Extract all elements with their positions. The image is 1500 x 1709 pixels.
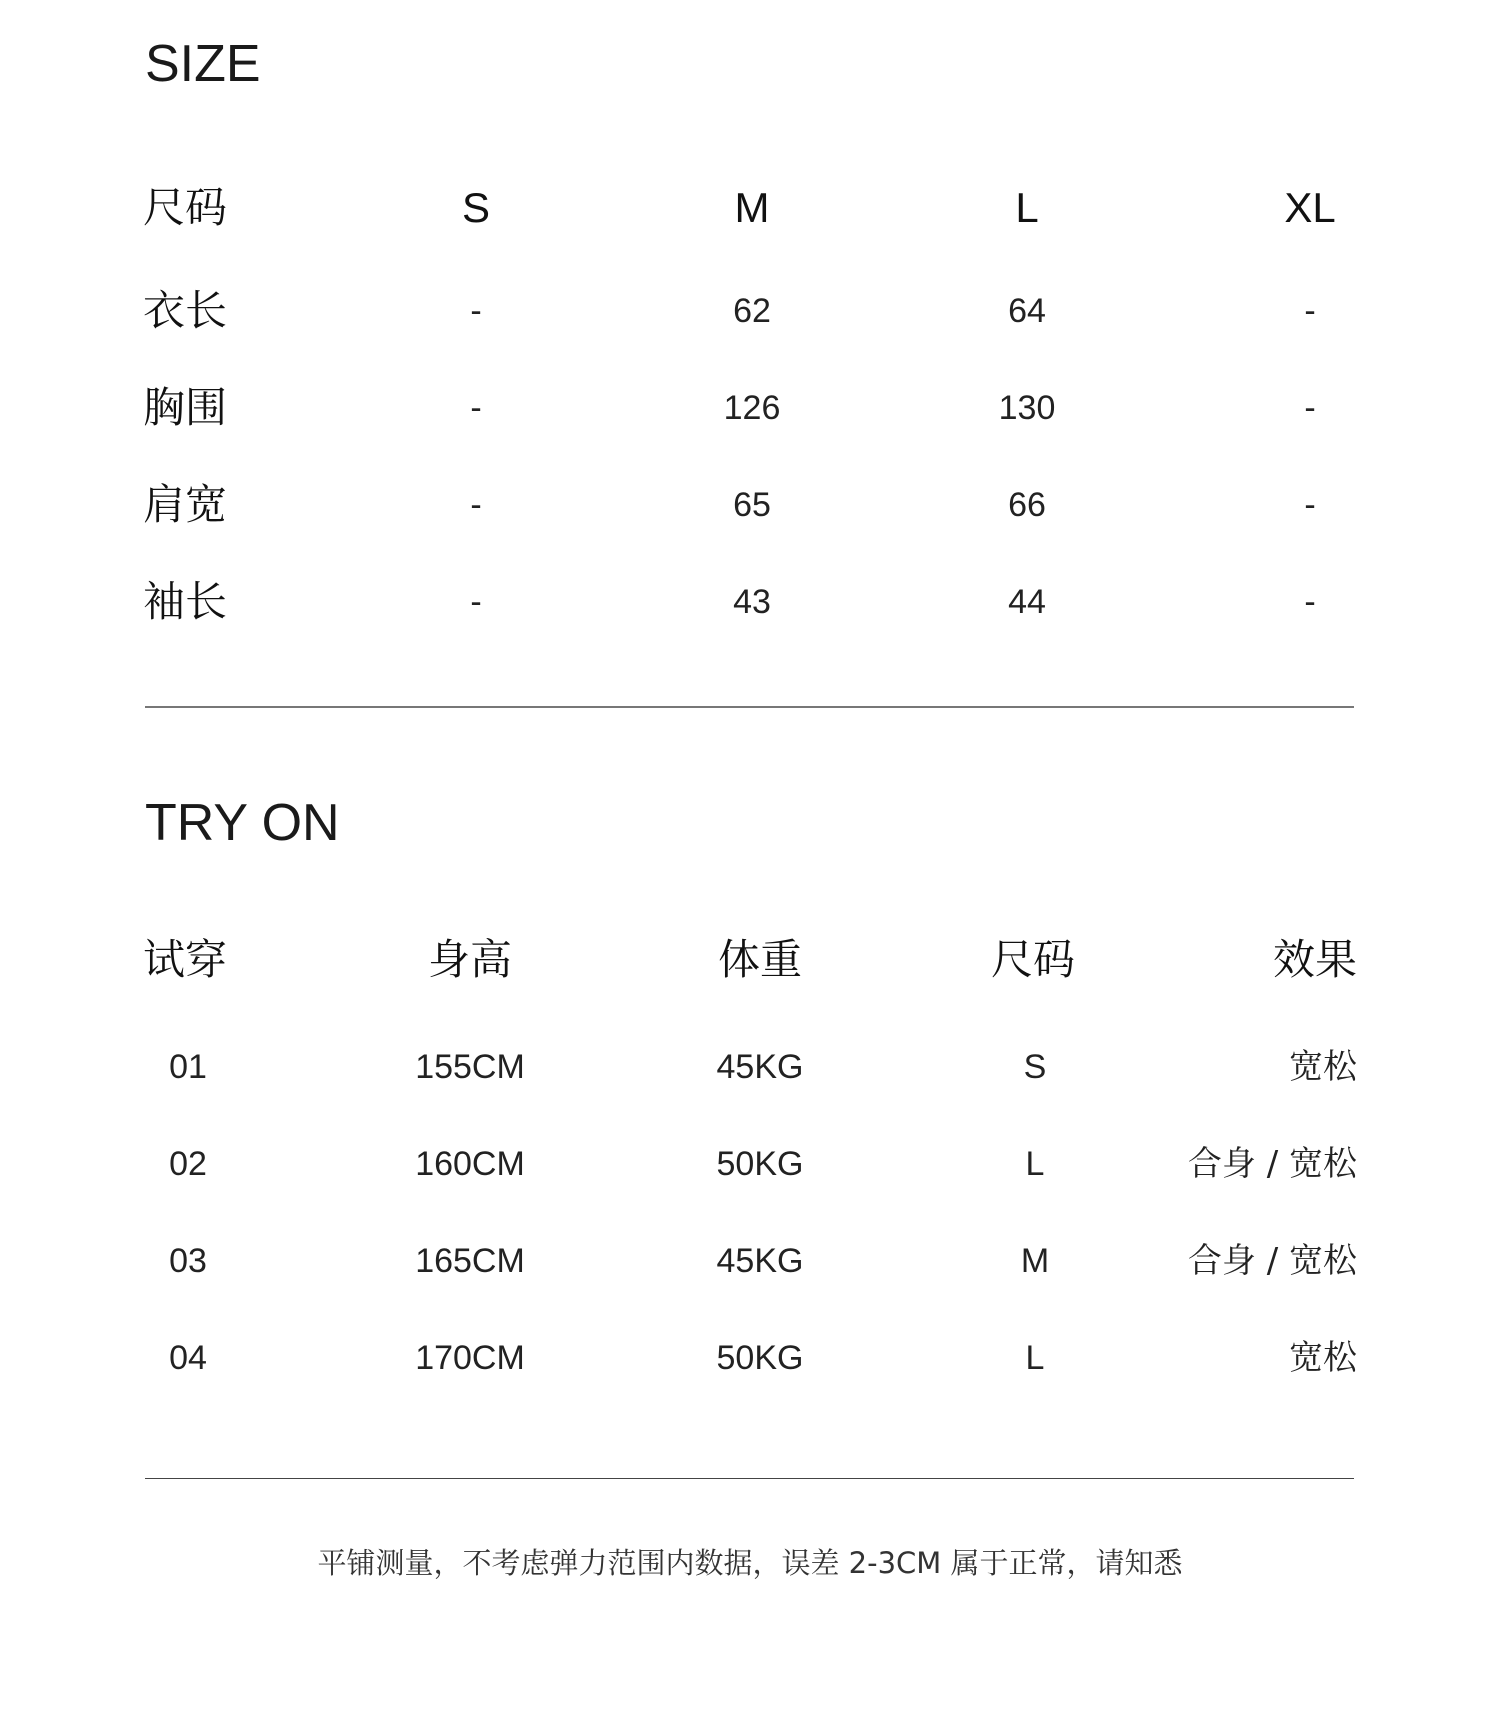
size-value: - (1304, 486, 1316, 524)
tryon-size: L (1025, 1145, 1045, 1183)
tryon-height: 160CM (415, 1145, 525, 1183)
size-header-m: M (734, 184, 770, 231)
size-row-label: 肩宽 (143, 480, 228, 529)
size-value: 65 (733, 486, 771, 524)
measurement-note: 平铺测量，不考虑弹力范围内数据，误差 2-3CM 属于正常，请知悉 (317, 1546, 1183, 1580)
size-value: 62 (733, 292, 771, 330)
tryon-weight: 50KG (716, 1339, 804, 1377)
size-value: 126 (723, 389, 781, 427)
tryon-effect: 宽松 (1289, 1338, 1357, 1378)
tryon-weight: 45KG (716, 1242, 804, 1280)
tryon-weight: 50KG (716, 1145, 804, 1183)
table-row (0, 378, 1500, 438)
table-row (0, 572, 1500, 632)
table-row (0, 1328, 1500, 1388)
tryon-effect: 宽松 (1289, 1047, 1357, 1087)
size-value: 130 (998, 389, 1056, 427)
tryon-header-size: 尺码 (990, 935, 1076, 984)
tryon-header-height: 身高 (427, 935, 513, 984)
tryon-header-trial: 试穿 (143, 935, 228, 984)
table-row (0, 1134, 1500, 1194)
tryon-section-title: TRY ON (145, 794, 340, 852)
size-value: 66 (1008, 486, 1046, 524)
size-section-title: SIZE (145, 35, 261, 93)
tryon-trial-id: 02 (169, 1145, 207, 1183)
size-row-label: 衣长 (143, 286, 228, 335)
tryon-table-header (0, 930, 1500, 990)
tryon-effect: 合身 / 宽松 (1187, 1241, 1357, 1281)
tryon-trial-id: 03 (169, 1242, 207, 1280)
size-value: 44 (1008, 583, 1046, 621)
size-value: - (470, 292, 482, 330)
table-row (0, 281, 1500, 341)
size-table-header (0, 178, 1500, 238)
size-header-s: S (461, 184, 491, 231)
size-row-label: 胸围 (143, 383, 228, 432)
tryon-weight: 45KG (716, 1048, 804, 1086)
size-value: - (470, 486, 482, 524)
tryon-header-weight: 体重 (717, 935, 803, 984)
size-value: - (1304, 292, 1316, 330)
size-value: 43 (733, 583, 771, 621)
tryon-height: 165CM (415, 1242, 525, 1280)
tryon-trial-id: 01 (169, 1048, 207, 1086)
size-row-label: 袖长 (143, 577, 228, 626)
tryon-size: M (1020, 1242, 1050, 1280)
table-row (0, 475, 1500, 535)
tryon-height: 170CM (415, 1339, 525, 1377)
tryon-height: 155CM (415, 1048, 525, 1086)
table-row (0, 1037, 1500, 1097)
tryon-effect: 合身 / 宽松 (1187, 1144, 1357, 1184)
table-row (0, 1231, 1500, 1291)
size-header-label: 尺码 (143, 183, 228, 232)
size-value: - (470, 389, 482, 427)
size-value: - (470, 583, 482, 621)
size-value: - (1304, 583, 1316, 621)
size-header-xl: XL (1284, 184, 1336, 231)
size-value: - (1304, 389, 1316, 427)
section-divider (145, 706, 1354, 708)
tryon-size: L (1025, 1339, 1045, 1377)
tryon-trial-id: 04 (169, 1339, 207, 1377)
section-divider (145, 1478, 1354, 1479)
size-value: 64 (1008, 292, 1046, 330)
tryon-header-effect: 效果 (1272, 935, 1357, 984)
size-header-l: L (1015, 184, 1039, 231)
tryon-size: S (1023, 1048, 1047, 1086)
